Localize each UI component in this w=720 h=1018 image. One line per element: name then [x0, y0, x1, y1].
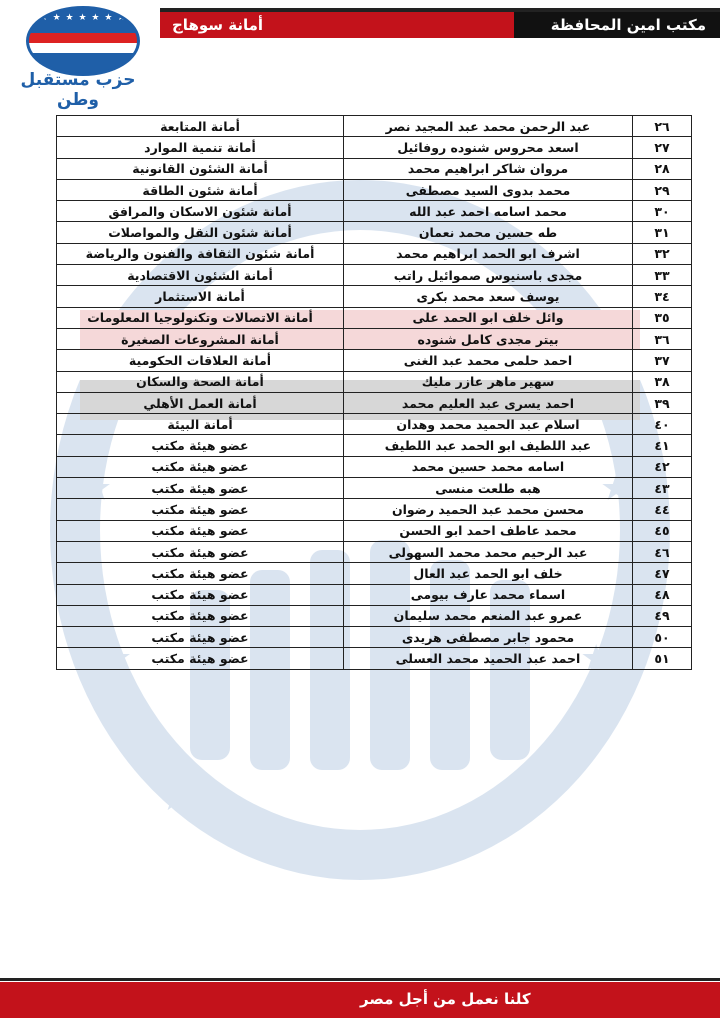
- table-row: [57, 116, 692, 137]
- svg-text:★: ★: [160, 778, 193, 819]
- member-name: محمد عاطف احمد ابو الحسن: [344, 520, 633, 541]
- table-row: [57, 520, 692, 541]
- row-number: ٢٧: [633, 137, 692, 158]
- member-name: محمود جابر مصطفى هريدى: [344, 627, 633, 648]
- member-name: محمد اسامه احمد عبد الله: [344, 201, 633, 222]
- member-name: اسعد محروس شنوده روفائيل: [344, 137, 633, 158]
- table-row: [57, 627, 692, 648]
- table-row: [57, 499, 692, 520]
- member-role: عضو هيئة مكتب: [57, 435, 344, 456]
- member-name: اسماء محمد عارف بيومى: [344, 584, 633, 605]
- table-row: [57, 307, 692, 328]
- row-number: ٤٥: [633, 520, 692, 541]
- row-number: ٢٦: [633, 116, 692, 137]
- member-role: عضو هيئة مكتب: [57, 648, 344, 669]
- member-name: محمد بدوى السيد مصطفى: [344, 179, 633, 200]
- member-role: أمانة شئون الطاقة: [57, 179, 344, 200]
- member-name: احمد حلمى محمد عبد الغنى: [344, 350, 633, 371]
- table-row: [57, 328, 692, 349]
- member-role: عضو هيئة مكتب: [57, 499, 344, 520]
- table-row: [57, 456, 692, 477]
- row-number: ٤٣: [633, 478, 692, 499]
- member-name: عبد الرحيم محمد محمد السهولى: [344, 541, 633, 562]
- member-name: اشرف ابو الحمد ابراهيم محمد: [344, 243, 633, 264]
- row-number: ٥٠: [633, 627, 692, 648]
- row-number: ٢٩: [633, 179, 692, 200]
- row-number: ٣٢: [633, 243, 692, 264]
- member-name: مجدى باسنيوس صموائيل راتب: [344, 265, 633, 286]
- row-number: ٤٢: [633, 456, 692, 477]
- member-role: أمانة البيئة: [57, 414, 344, 435]
- member-role: أمانة الصحة والسكان: [57, 371, 344, 392]
- table-row: [57, 435, 692, 456]
- table-row: [57, 137, 692, 158]
- member-role: أمانة شئون الاسكان والمرافق: [57, 201, 344, 222]
- member-role: عضو هيئة مكتب: [57, 456, 344, 477]
- row-number: ٣٣: [633, 265, 692, 286]
- member-name: عبد اللطيف ابو الحمد عبد اللطيف: [344, 435, 633, 456]
- member-role: أمانة المشروعات الصغيرة: [57, 328, 344, 349]
- row-number: ٥١: [633, 648, 692, 669]
- members-table: [56, 115, 692, 670]
- member-role: أمانة تنمية الموارد: [57, 137, 344, 158]
- member-name: طه حسين محمد نعمان: [344, 222, 633, 243]
- row-number: ٣٦: [633, 328, 692, 349]
- table-row: [57, 286, 692, 307]
- table-row: [57, 350, 692, 371]
- logo-stars-icon: ★ ★ ★ ★ ★ ★ ★: [39, 13, 127, 23]
- header-strip: [160, 12, 720, 38]
- party-name: حزب مستقبل وطن: [20, 70, 136, 110]
- member-role: أمانة شئون النقل والمواصلات: [57, 222, 344, 243]
- member-role: أمانة العمل الأهلي: [57, 392, 344, 413]
- row-number: ٣٩: [633, 392, 692, 413]
- svg-text:★: ★: [80, 468, 113, 509]
- member-name: يوسف سعد محمد بكرى: [344, 286, 633, 307]
- table-row: [57, 478, 692, 499]
- footer-slogan: كلنا نعمل من أجل مصر: [360, 990, 531, 1008]
- members-table-body: [57, 116, 692, 670]
- member-name: احمد عبد الحميد محمد العسلى: [344, 648, 633, 669]
- table-row: [57, 648, 692, 669]
- row-number: ٣٠: [633, 201, 692, 222]
- member-name: اسلام عبد الحميد محمد وهدان: [344, 414, 633, 435]
- table-row: [57, 541, 692, 562]
- table-row: [57, 392, 692, 413]
- row-number: ٣٥: [633, 307, 692, 328]
- party-logo-icon: [26, 6, 140, 76]
- svg-text:★: ★: [100, 638, 133, 679]
- member-name: خلف ابو الحمد عبد العال: [344, 563, 633, 584]
- table-row: [57, 584, 692, 605]
- table-row: [57, 201, 692, 222]
- member-name: عمرو عبد المنعم محمد سليمان: [344, 605, 633, 626]
- table-row: [57, 265, 692, 286]
- table-row: [57, 222, 692, 243]
- member-name: محسن محمد عبد الحميد رضوان: [344, 499, 633, 520]
- row-number: ٤٤: [633, 499, 692, 520]
- member-name: عبد الرحمن محمد عبد المجيد نصر: [344, 116, 633, 137]
- table-row: [57, 158, 692, 179]
- table-row: [57, 371, 692, 392]
- member-name: سهير ماهر عازر مليك: [344, 371, 633, 392]
- member-role: أمانة العلاقات الحكومية: [57, 350, 344, 371]
- secretariat-band: [160, 12, 514, 38]
- row-number: ٤٧: [633, 563, 692, 584]
- svg-text:★: ★: [600, 468, 633, 509]
- footer-line: [0, 978, 720, 981]
- row-number: ٣٤: [633, 286, 692, 307]
- member-role: عضو هيئة مكتب: [57, 478, 344, 499]
- table-row: [57, 605, 692, 626]
- member-role: عضو هيئة مكتب: [57, 563, 344, 584]
- table-row: [57, 563, 692, 584]
- member-role: عضو هيئة مكتب: [57, 584, 344, 605]
- member-name: وائل خلف ابو الحمد على: [344, 307, 633, 328]
- member-role: عضو هيئة مكتب: [57, 541, 344, 562]
- member-role: عضو هيئة مكتب: [57, 605, 344, 626]
- member-role: أمانة الاستثمار: [57, 286, 344, 307]
- svg-text:★: ★: [520, 778, 553, 819]
- member-role: أمانة الشئون الاقتصادية: [57, 265, 344, 286]
- table-row: [57, 243, 692, 264]
- member-role: أمانة الاتصالات وتكنولوجيا المعلومات: [57, 307, 344, 328]
- svg-text:★: ★: [580, 638, 613, 679]
- row-number: ٤٨: [633, 584, 692, 605]
- row-number: ٤٦: [633, 541, 692, 562]
- row-number: ٣٨: [633, 371, 692, 392]
- member-role: أمانة شئون الثقافة والفنون والرياضة: [57, 243, 344, 264]
- table-row: [57, 179, 692, 200]
- row-number: ٣١: [633, 222, 692, 243]
- row-number: ٢٨: [633, 158, 692, 179]
- member-name: مروان شاكر ابراهيم محمد: [344, 158, 633, 179]
- member-role: عضو هيئة مكتب: [57, 627, 344, 648]
- row-number: ٤٩: [633, 605, 692, 626]
- member-name: احمد يسرى عبد العليم محمد: [344, 392, 633, 413]
- row-number: ٤٠: [633, 414, 692, 435]
- member-role: أمانة المتابعة: [57, 116, 344, 137]
- row-number: ٣٧: [633, 350, 692, 371]
- member-role: أمانة الشئون القانونية: [57, 158, 344, 179]
- party-logo: [8, 6, 148, 110]
- office-title: مكتب امين المحافظة: [514, 12, 720, 38]
- member-name: بيتر مجدى كامل شنوده: [344, 328, 633, 349]
- member-name: اسامه محمد حسين محمد: [344, 456, 633, 477]
- member-role: عضو هيئة مكتب: [57, 520, 344, 541]
- member-name: هبه طلعت منسى: [344, 478, 633, 499]
- row-number: ٤١: [633, 435, 692, 456]
- table-row: [57, 414, 692, 435]
- secretariat-title: أمانة سوهاج: [172, 16, 264, 34]
